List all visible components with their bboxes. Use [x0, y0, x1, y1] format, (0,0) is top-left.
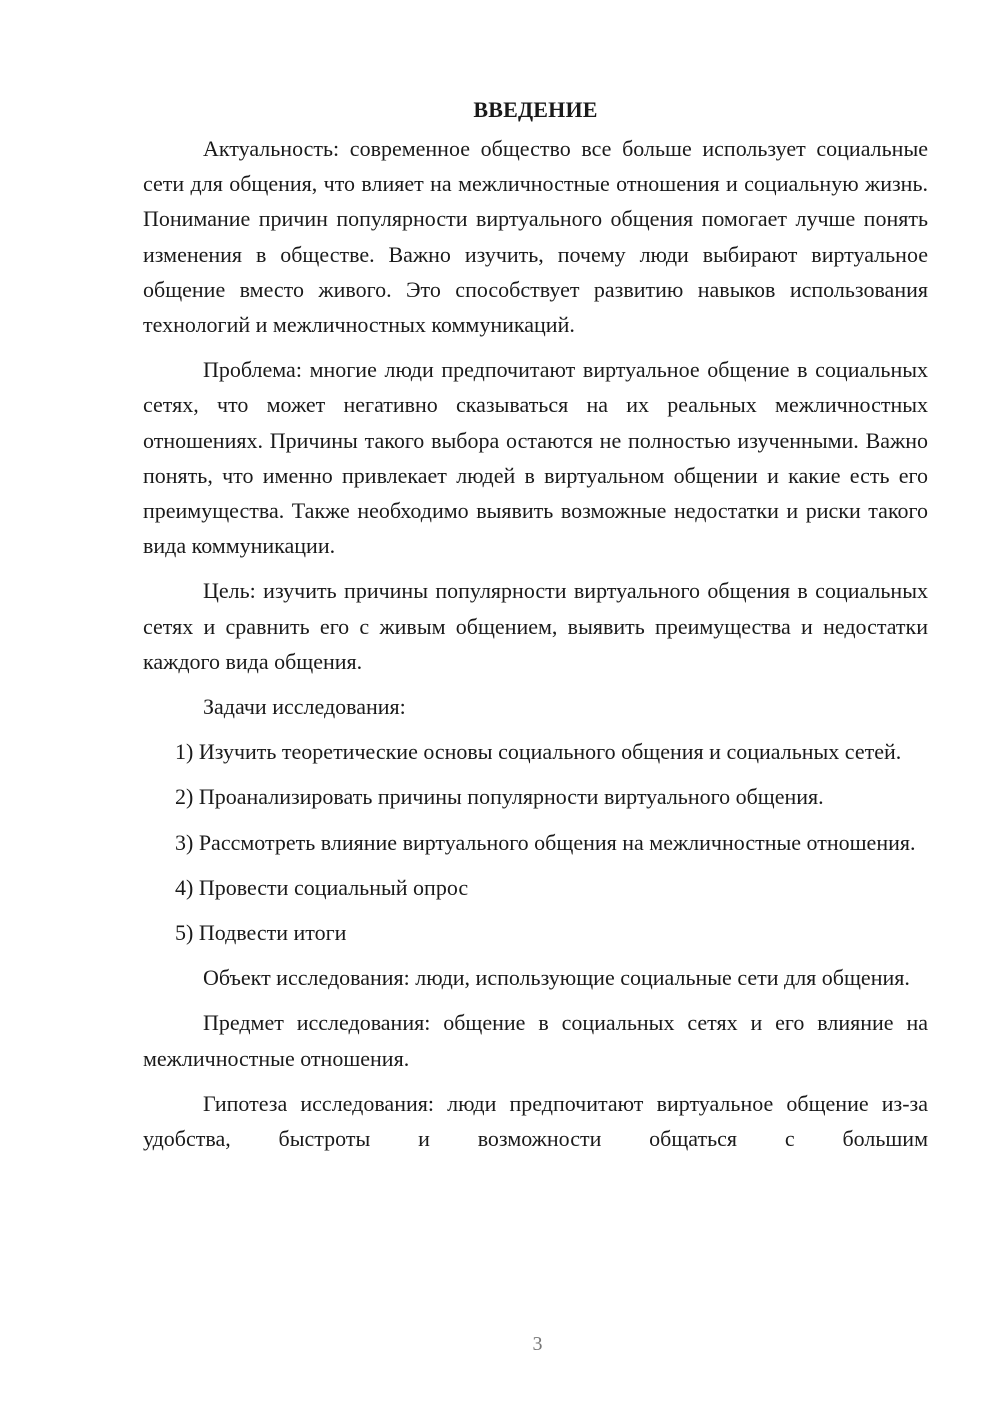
task-item-3: 3) Рассмотреть влияние виртуального общения на межличностные отношения. [175, 829, 916, 855]
object-paragraph: Объект исследования: люди, использующие социальные сети для общения. [203, 965, 910, 991]
page-content [143, 92, 928, 1166]
task-item-2: 2) Проанализировать причины популярности виртуального общения. [175, 784, 824, 810]
problem-paragraph: Проблема: многие люди предпочитают виртуальное общение в социальных сетях, что может негативно сказываться на их реальных межличностных отношениях. Причины такого выбора остаются не полностью изученными. Важно понять, что именно привлекает людей в виртуальном общении и какие есть его преимущества. Также необходимо выявить возможные недостатки и риски такого вида коммуникации. [143, 357, 928, 559]
hypothesis-paragraph: Гипотеза исследования: люди предпочитают виртуальное общение из-за удобства, быстроты и возможности общаться с большим [143, 1090, 928, 1152]
task-item-5: 5) Подвести итоги [175, 920, 347, 946]
section-title: ВВЕДЕНИЕ [473, 97, 598, 122]
subject-paragraph: Предмет исследования: общение в социальных сетях и его влияние на межличностные отношения. [143, 1010, 928, 1071]
tasks-heading: Задачи исследования: [203, 694, 406, 720]
task-item-4: 4) Провести социальный опрос [175, 874, 469, 900]
relevance-paragraph: Актуальность: современное общество все больше использует социальные сети для общения, что влияет на межличностные отношения и социальную жизнь. Понимание причин популярности виртуального общения помогает лучше понять изменения в обществе. Важно изучить, почему люди выбирают виртуальное общение вместо живого. Это способствует развитию навыков использования технологий и межличностных коммуникаций. [143, 136, 928, 338]
task-item-1: 1) Изучить теоретические основы социального общения и социальных сетей. [175, 739, 902, 765]
goal-paragraph: Цель: изучить причины популярности виртуального общения в социальных сетях и сравнить его с живым общением, выявить преимущества и недостатки каждого вида общения. [143, 578, 928, 674]
page-number: 3 [532, 1333, 543, 1355]
